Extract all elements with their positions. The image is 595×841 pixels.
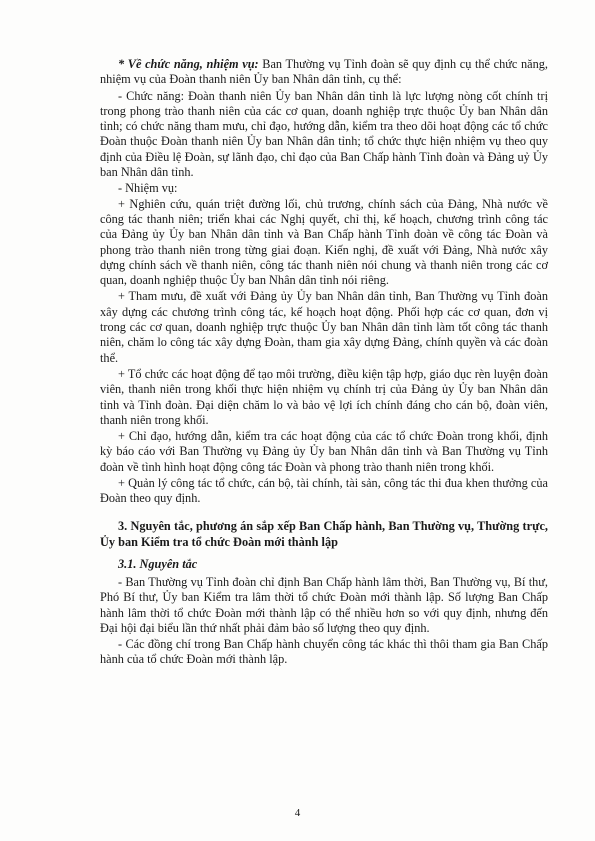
principle-paragraph-1: - Ban Thường vụ Tỉnh đoàn chỉ định Ban Chấp hành lâm thời, Ban Thường vụ, Bí thư, Phó Bí thư, Ủy ban Kiểm tra lâm thời tổ chức Đoàn mới thành lập. Số lượng Ban Chấp hành lâm thời tổ chức Đoàn mới thành lập có thể nhiều hơn so với quy định, nhưng đến Đại hội đại biểu lần thứ nhất phải đảm bảo số lượng theo quy định.: [100, 574, 548, 635]
task-item-3: + Tổ chức các hoạt động để tạo môi trường, điều kiện tập hợp, giáo dục rèn luyện đoàn viên, thanh niên trong khối thực hiện nhiệm vụ chính trị của Đảng ủy Ủy ban Nhân dân tỉnh và Tỉnh đoàn. Đại diện chăm lo và bảo vệ lợi ích chính đáng cho cán bộ, đoàn viên, thanh niên trong khối.: [100, 366, 548, 427]
functions-heading-text: Ban Thường vụ Tỉnh đoàn sẽ quy định cụ thể chức năng, nhiệm vụ của Đoàn thanh niên Ủy ban Nhân dân tỉnh, cụ thể:: [100, 57, 548, 87]
section-3-heading: 3. Nguyên tắc, phương án sắp xếp Ban Chấp hành, Ban Thường vụ, Thường trực, Ủy ban Kiểm tra tổ chức Đoàn mới thành lập: [100, 518, 548, 549]
functions-heading-paragraph: [100, 57, 548, 88]
functions-heading-lead: * Về chức năng, nhiệm vụ:: [118, 57, 259, 71]
page-body: [100, 57, 548, 668]
section-3-1-heading: 3.1. Nguyên tắc: [118, 556, 198, 571]
task-item-1: + Nghiên cứu, quán triệt đường lối, chủ trương, chính sách của Đảng, Nhà nước về công tác thanh niên; triển khai các Nghị quyết, chỉ thị, kế hoạch, chương trình công tác của Đảng ủy Ủy ban Nhân dân tỉnh và Ban Chấp hành Tỉnh đoàn về công tác Đoàn và phong trào thanh niên trong từng giai đoạn. Kiến nghị, đề xuất với Đảng, Nhà nước xây dựng chính sách về thanh niên, công tác thanh niên nói chung và thanh niên trong các cơ quan, doanh nghiệp thuộc Ủy ban Nhân dân tỉnh nói riêng.: [100, 196, 548, 288]
principle-paragraph-2: - Các đồng chí trong Ban Chấp hành chuyển công tác khác thì thôi tham gia Ban Chấp hành của tổ chức Đoàn mới thành lập.: [100, 637, 548, 667]
tasks-intro: - Nhiệm vụ:: [118, 181, 178, 196]
task-item-4: + Chỉ đạo, hướng dẫn, kiểm tra các hoạt động của các tổ chức Đoàn trong khối, định kỳ báo cáo với Ban Thường vụ Đảng ủy Ủy ban Nhân dân tỉnh và Ban Thường vụ Tỉnh đoàn về tình hình hoạt động công tác Đoàn và phong trào thanh niên trong khối.: [100, 429, 548, 474]
task-item-2: + Tham mưu, đề xuất với Đảng ủy Ủy ban Nhân dân tỉnh, Ban Thường vụ Tỉnh đoàn xây dựng các chương trình công tác, kế hoạch hoạt động. Phối hợp các cơ quan, đơn vị trong các cơ quan, doanh nghiệp trực thuộc Ủy ban Nhân dân tỉnh làm tốt công tác thanh niên, chăm lo công tác xây dựng Đoàn, tham gia xây dựng Đảng, chính quyền và các đoàn thể.: [100, 289, 548, 365]
page-number: 4: [294, 807, 301, 819]
task-item-5: + Quản lý công tác tổ chức, cán bộ, tài chính, tài sản, công tác thi đua khen thưởng của Đoàn theo quy định.: [100, 476, 548, 506]
function-paragraph: - Chức năng: Đoàn thanh niên Ủy ban Nhân dân tỉnh là lực lượng nòng cốt chính trị trong phong trào thanh niên của các cơ quan, doanh nghiệp trực thuộc Ủy ban Nhân dân tỉnh; có chức năng tham mưu, chỉ đạo, hướng dẫn, kiểm tra theo dõi hoạt động các tổ chức Đoàn thuộc Đoàn thanh niên Ủy ban Nhân dân tỉnh; tổ chức thực hiện nhiệm vụ theo quy định của Điều lệ Đoàn, sự lãnh đạo, chỉ đạo của Ban Chấp hành Tỉnh đoàn và Đảng uỷ Ủy ban Nhân dân tỉnh.: [100, 88, 548, 180]
